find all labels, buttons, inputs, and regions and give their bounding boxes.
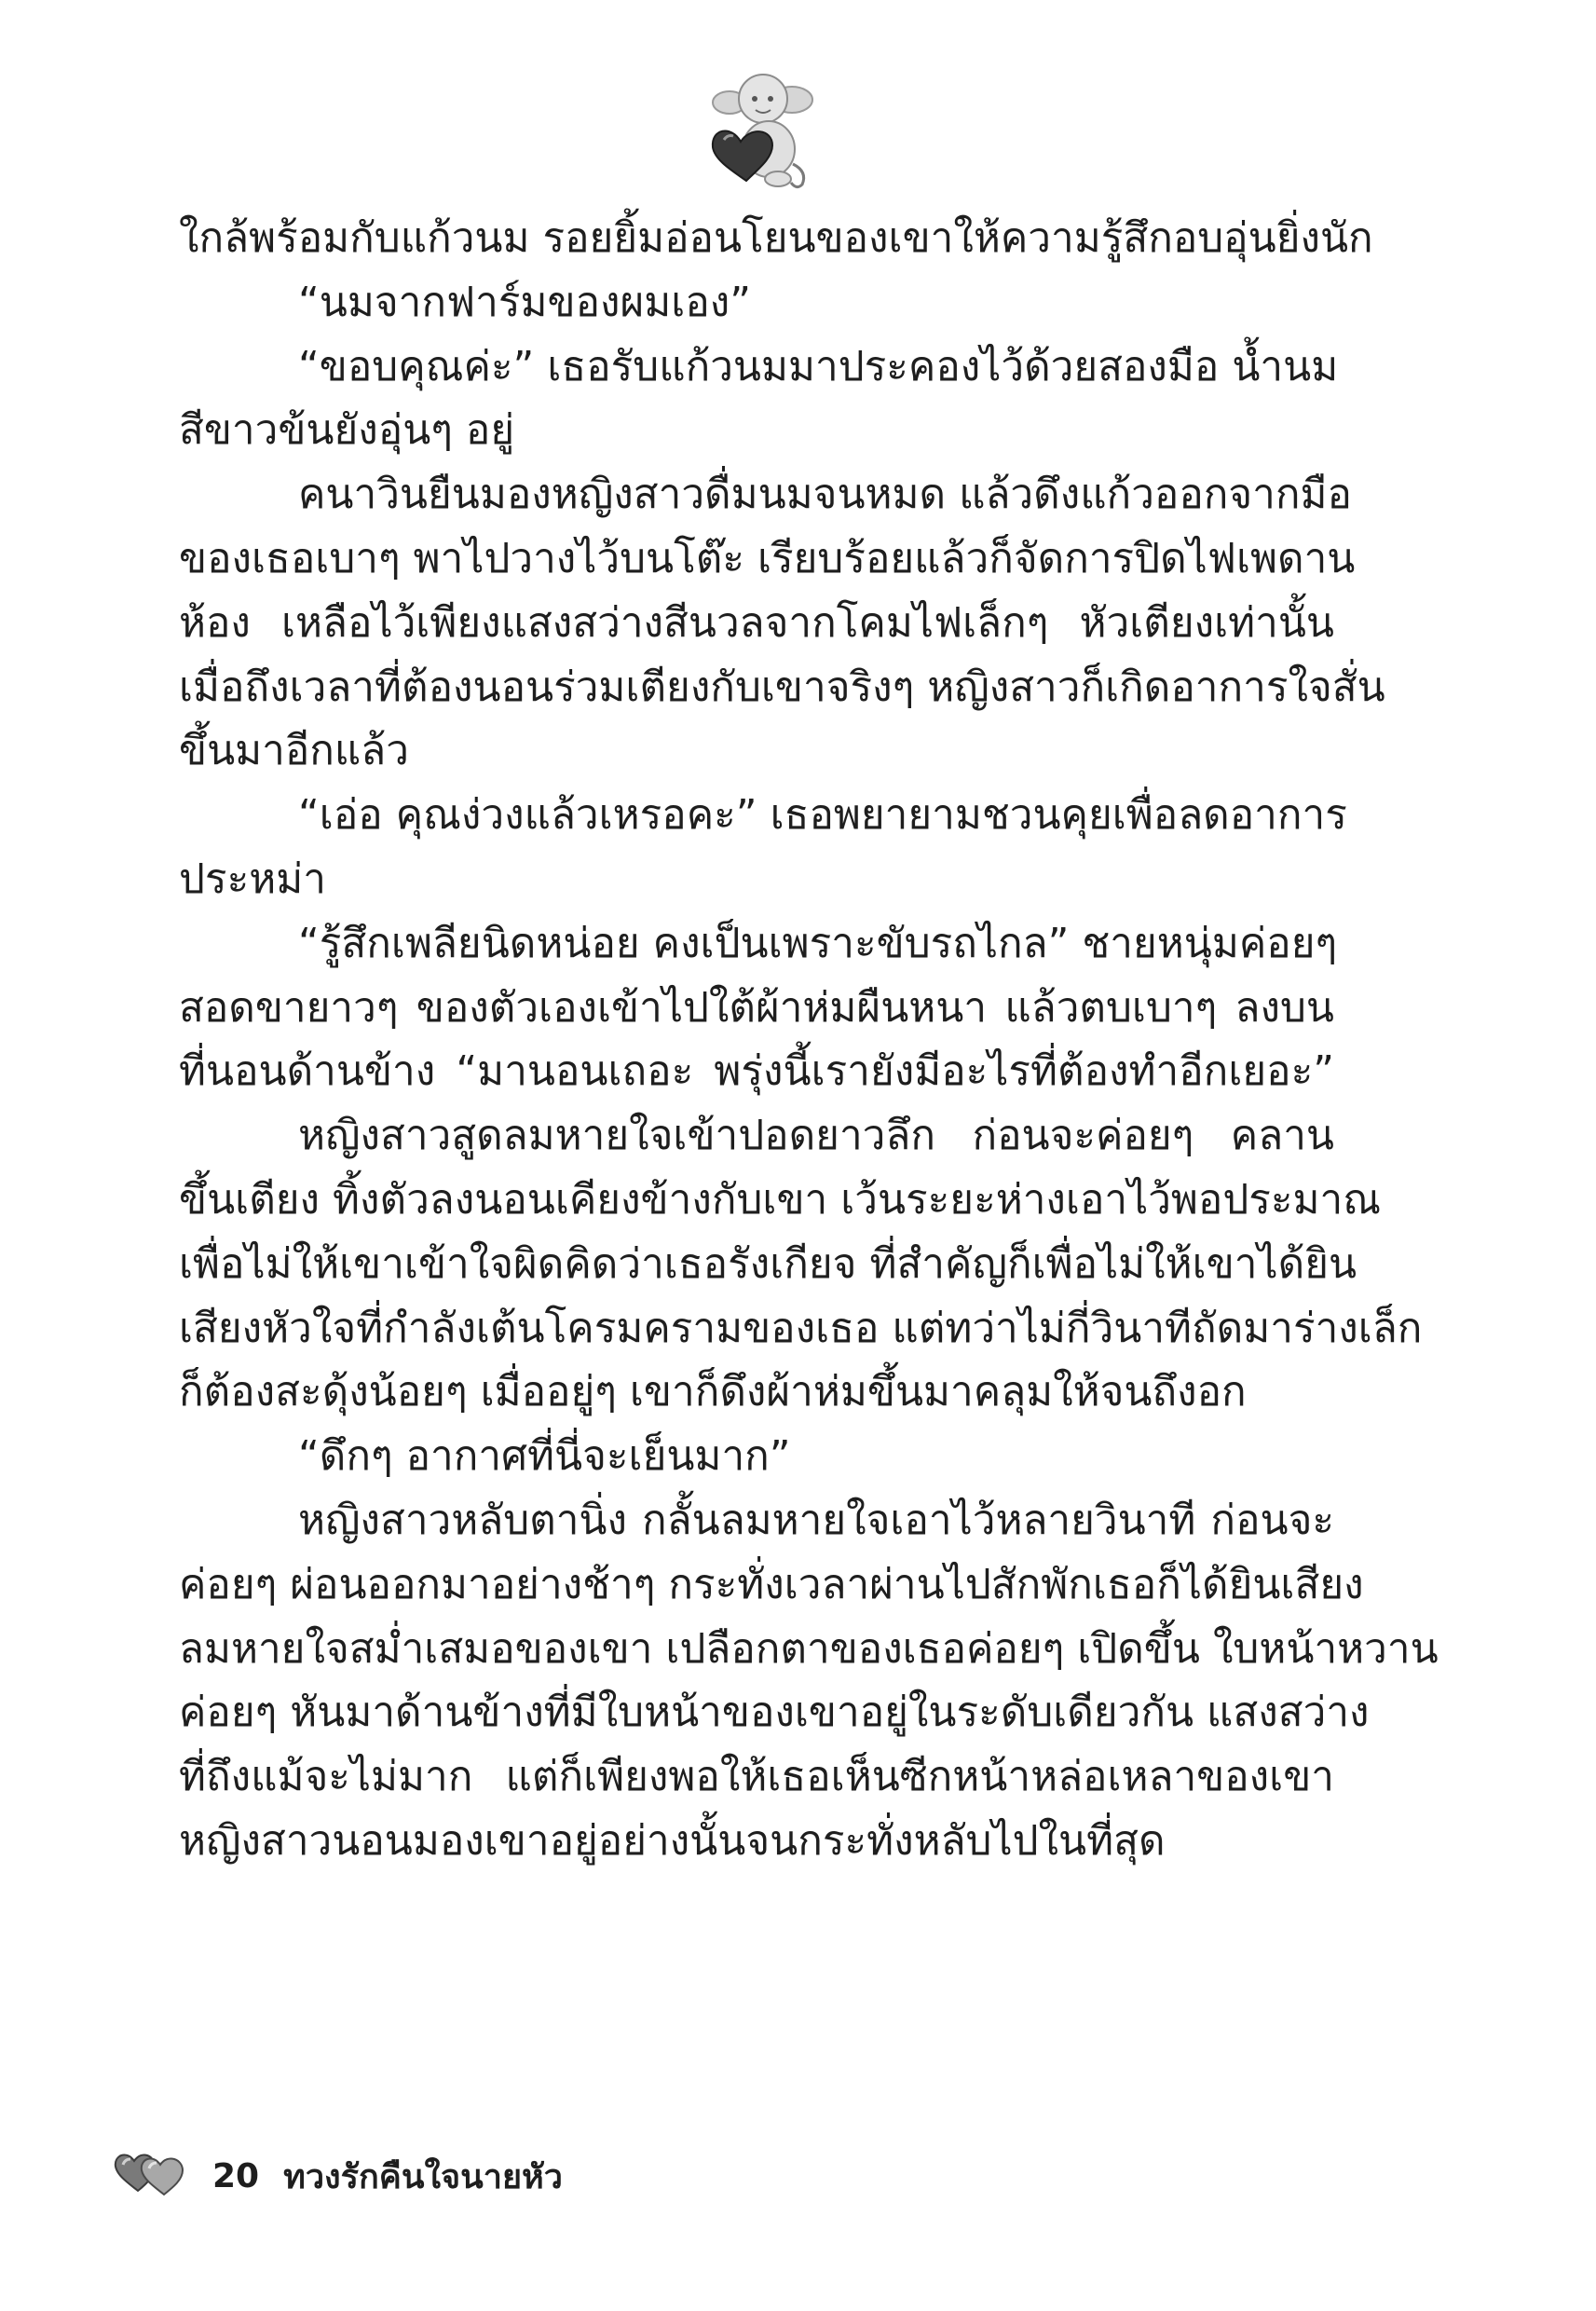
body-line: ลมหายใจสม่ำเสมอของเขา เปลือกตาของเธอค่อยๆ เปิดขึ้น ใบหน้าหวาน [179,1624,1439,1673]
page-footer [114,2148,563,2204]
cupid-with-heart-icon [703,67,820,193]
body-line: ขึ้นเตียง ทิ้งตัวลงนอนเคียงข้างกับเขา เว้นระยะห่างเอาไว้พอประมาณ [179,1175,1382,1224]
book-title: ทวงรักคืนใจนายหัว [283,2157,563,2196]
two-hearts-icon [114,2148,188,2204]
body-line: เสียงหัวใจที่กำลังเต้นโครมครามของเธอ แต่ทว่าไม่กี่วินาทีถัดมาร่างเล็ก [179,1304,1423,1352]
body-line: “รู้สึกเพลียนิดหน่อย คงเป็นเพราะขับรถไกล” ชายหนุ่มค่อยๆ [298,919,1338,967]
body-line: คนาวินยืนมองหญิงสาวดื่มนมจนหมด แล้วดึงแก้วออกจากมือ [298,471,1352,519]
page-number: 20 [212,2156,260,2195]
body-line: ก็ต้องสะดุ้งน้อยๆ เมื่ออยู่ๆ เขาก็ดึงผ้าห่มขึ้นมาคลุมให้จนถึงอก [179,1368,1247,1416]
body-line: ใกล้พร้อมกับแก้วนม รอยยิ้มอ่อนโยนของเขาให้ความรู้สึกอบอุ่นยิ่งนัก [179,214,1373,262]
body-line: “เอ่อ คุณง่วงแล้วเหรอคะ” เธอพยายามชวนคุยเพื่อลดอาการ [298,791,1347,840]
body-line: ห้อง เหลือไว้เพียงแสงสว่างสีนวลจากโคมไฟเล็กๆ หัวเตียงเท่านั้น [179,598,1334,647]
body-line: หญิงสาวนอนมองเขาอยู่อย่างนั้นจนกระทั่งหลับไปในที่สุด [179,1816,1166,1865]
body-line: เมื่อถึงเวลาที่ต้องนอนร่วมเตียงกับเขาจริงๆ หญิงสาวก็เกิดอาการใจสั่น [179,663,1385,711]
body-line: สีขาวข้นยังอุ่นๆ อยู่ [179,406,515,455]
body-line: หญิงสาวหลับตานิ่ง กลั้นลมหายใจเอาไว้หลายวินาที ก่อนจะ [298,1496,1334,1544]
body-line: สอดขายาวๆ ของตัวเองเข้าไปใต้ผ้าห่มผืนหนา แล้วตบเบาๆ ลงบน [179,983,1334,1032]
body-line: ที่ถึงแม้จะไม่มาก แต่ก็เพียงพอให้เธอเห็นซีกหน้าหล่อเหลาของเขา [179,1753,1334,1801]
body-line: ของเธอเบาๆ พาไปวางไว้บนโต๊ะ เรียบร้อยแล้วก็จัดการปิดไฟเพดาน [179,534,1356,582]
body-line: ประหม่า [179,855,326,903]
body-text [179,207,1439,1874]
body-line: “ขอบคุณค่ะ” เธอรับแก้วนมมาประคองไว้ด้วยสองมือ น้ำนม [298,342,1339,390]
body-line: เพื่อไม่ให้เขาเข้าใจผิดคิดว่าเธอรังเกียจ ที่สำคัญก็เพื่อไม่ให้เขาได้ยิน [179,1239,1357,1288]
body-line: “นมจากฟาร์มของผมเอง” [298,278,752,326]
body-line: “ดึกๆ อากาศที่นี่จะเย็นมาก” [298,1432,791,1481]
body-line: ขึ้นมาอีกแล้ว [179,727,409,775]
body-line: ที่นอนด้านข้าง “มานอนเถอะ พรุ่งนี้เรายังมีอะไรที่ต้องทำอีกเยอะ” [179,1047,1334,1096]
body-line: หญิงสาวสูดลมหายใจเข้าปอดยาวลึก ก่อนจะค่อยๆ คลาน [298,1112,1334,1160]
body-line: ค่อยๆ หันมาด้านข้างที่มีใบหน้าของเขาอยู่ในระดับเดียวกัน แสงสว่าง [179,1689,1370,1737]
body-line: ค่อยๆ ผ่อนออกมาอย่างช้าๆ กระทั่งเวลาผ่านไปสักพักเธอก็ได้ยินเสียง [179,1560,1364,1608]
